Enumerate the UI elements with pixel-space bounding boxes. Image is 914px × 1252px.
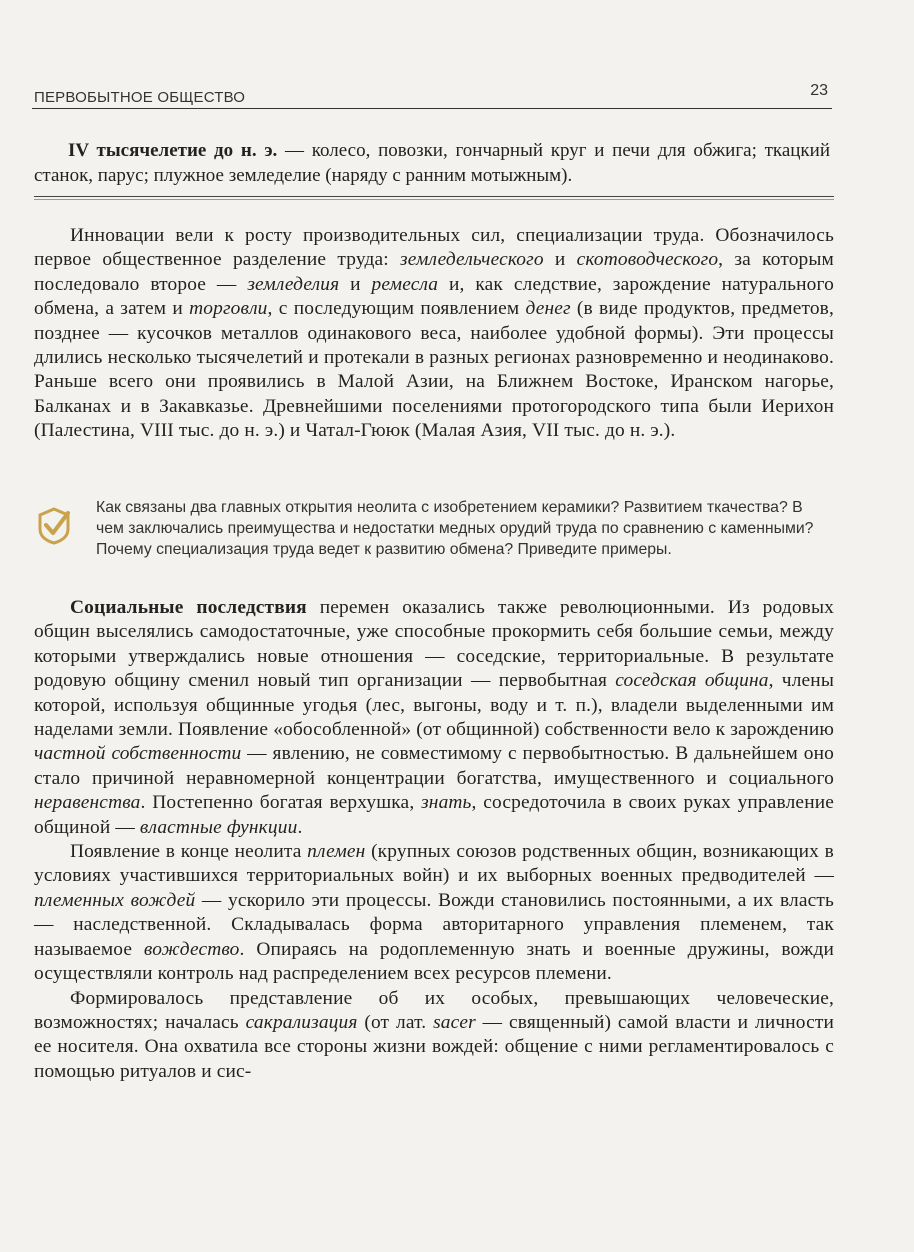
text-run: — священный) самой власти и личности ее носителя. Она охватила все стороны жизни вождей: общение с ними регламентировалось с помощью ритуалов и сис- <box>34 1011 835 1082</box>
paragraph <box>34 987 834 1085</box>
paragraph <box>34 596 834 840</box>
text-run: перемен оказались также революционными. Из родовых общин выселялись самодостаточные, уже способные прокормить себя большие семьи, между которыми утверждались новые отношения — соседские, территориальные. В результате родовую общину сменил новый тип организации — первобытная <box>34 597 835 692</box>
italic-term: знать <box>421 792 472 814</box>
checkmark-icon <box>34 505 74 545</box>
paragraph <box>34 840 834 986</box>
text-run: — ускорило эти процессы. Вожди становились постоянными, а их власть — наследственной. Складывалась форма авторитарного управления племенем, так называемое <box>34 889 834 960</box>
italic-term: скотоводческого <box>576 249 719 271</box>
question-text: Как связаны два главных открытия неолита с изобретением керамики? Развитием ткачества? В чем заключались преимущества и недостатки медных орудий труда по сравнению с каменными? Почему специализация труда ведет к развитию обмена? Приведите примеры. <box>96 499 814 558</box>
text-run: — явлению, не совместимому с первобытностью. В дальнейшем оно стало причиной неравномерной концентрации богатства, имущественного и социального <box>34 743 834 789</box>
text-run: (в виде продуктов, предметов, позднее — кусочков металлов одинакового веса, наиболее удобной формы). Эти процессы длились несколько тысячелетий и протекали в разных регионах разновременно и неодинаково. Раньше всего они проявились в Малой Азии, на Ближнем Востоке, Иранском нагорье, Балканах и в Закавказье. Древнейшими поселениями протогородского типа были Иерихон (Палестина, VIII тыс. до н. э.) и Чатал-Гююк (Малая Азия, VII тыс. до н. э.). <box>34 298 834 442</box>
bold-term: Социальные последствия <box>70 597 307 618</box>
question-block <box>34 497 834 585</box>
text-run: Инновации вели к росту производительных сил, специализации труда. Обозначилось первое общественное разделение труда: <box>34 225 834 271</box>
italic-term: вождество <box>143 938 240 960</box>
text-run: (от лат. <box>357 1011 434 1033</box>
text-run: , члены которой, используя общинные угодья (лес, выгоны, воду и т. п.), владели выделенными им наделами земли. Появление «обособленной» (от общинной) собственности вело к зарождению <box>34 670 834 741</box>
italic-term: властные функции <box>139 816 298 838</box>
italic-term: земледельческого <box>399 249 544 271</box>
text-run: (крупных союзов родственных общин, возникающих в условиях участившихся территориальных войн) и их выборных военных предводителей — <box>34 841 834 887</box>
running-head: ПЕРВОБЫТНОЕ ОБЩЕСТВО <box>34 89 246 106</box>
text-run: и, как следствие, зарождение натурального обмена, а затем и <box>34 273 834 320</box>
fact-box-term: IV тысячелетие до н. э. <box>68 140 278 161</box>
fact-box-rule <box>34 196 834 197</box>
text-run: . Постепенно богатая верхушка, <box>140 792 422 814</box>
italic-term: соседская община <box>615 670 769 692</box>
italic-term: денег <box>525 298 571 320</box>
section-innovations <box>34 224 834 444</box>
italic-term: неравенства <box>34 792 141 814</box>
text-run: . <box>297 816 303 838</box>
italic-term: торговли <box>189 298 268 320</box>
italic-term: ремесла <box>371 273 439 295</box>
text-run: , сосредоточила в своих руках управление общиной — <box>34 792 835 838</box>
fact-box <box>34 138 830 188</box>
italic-term: племенных вождей <box>34 889 196 911</box>
italic-term: племен <box>307 841 366 863</box>
text-run: Появление в конце неолита <box>70 841 308 863</box>
text-run: и <box>543 249 577 271</box>
fact-box-rule-secondary <box>34 199 834 200</box>
text-run: Формировалось представление об их особых, превышающих человеческие, возможностях; началась <box>34 987 834 1033</box>
section-social <box>34 596 834 1084</box>
text-run: . Опираясь на родоплеменную знать и военные дружины, вожди осуществляли контроль над распределением всех ресурсов племени. <box>34 938 834 985</box>
text-run: , с последующим появлением <box>267 298 526 320</box>
fact-box-text: — колесо, повозки, гончарный круг и печи для обжига; ткацкий станок, парус; плужное земледелие (наряду с ранним мотыжным). <box>34 140 830 186</box>
text-run: и <box>339 273 372 295</box>
italic-term: сакрализация <box>245 1011 358 1033</box>
italic-term: sacer <box>433 1011 476 1033</box>
page-number: 23 <box>810 82 828 99</box>
page-header <box>32 82 832 109</box>
paragraph <box>34 224 834 444</box>
text-run: , за которым последовало второе — <box>34 249 834 295</box>
italic-term: частной собственности <box>34 743 242 765</box>
italic-term: земледелия <box>247 273 340 295</box>
